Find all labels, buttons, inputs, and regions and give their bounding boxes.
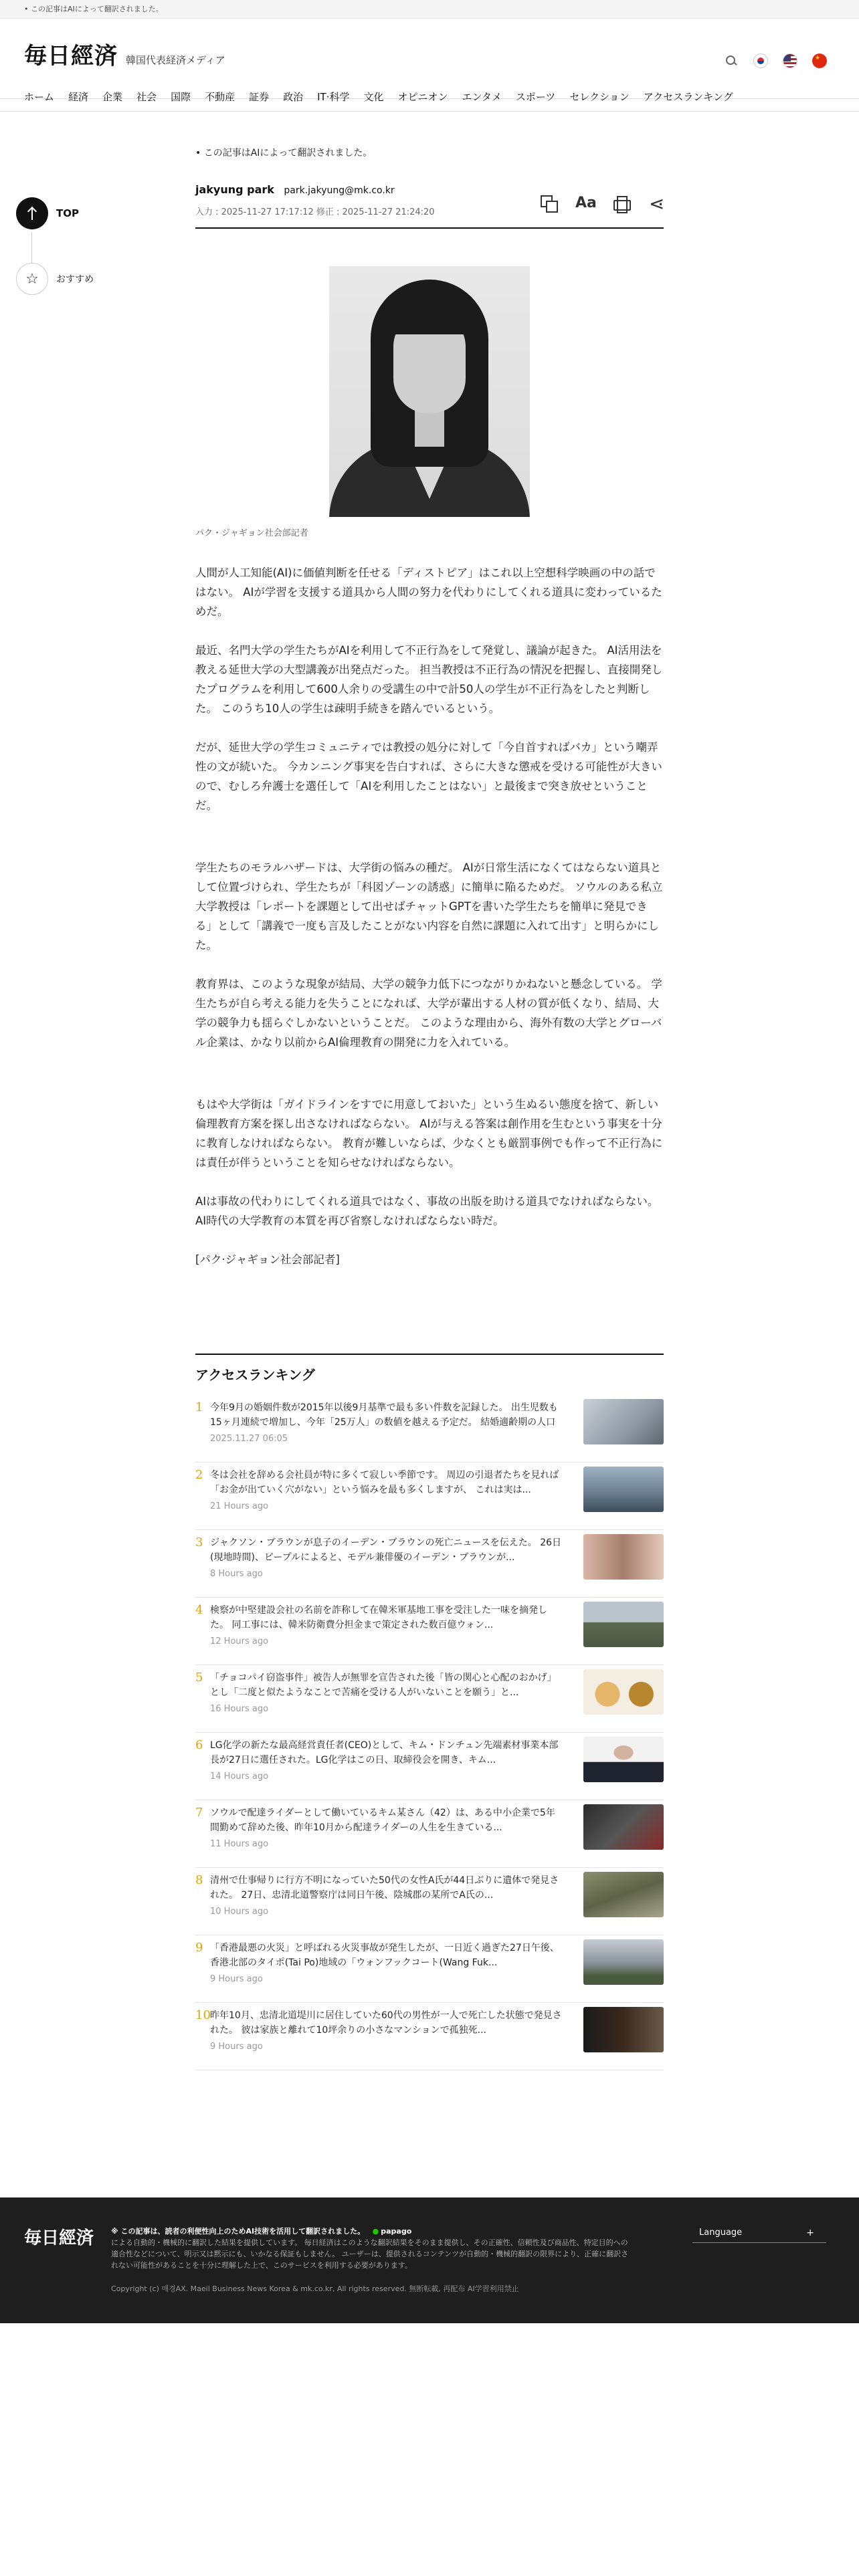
ranking-list (195, 1395, 664, 2070)
paragraph: 最近、名門大学の学生たちがAIを利用して不正行為をして発覚し、議論が起きた。 AI活用法を教える延世大学の大型講義が出発点だった。 担当教授は不正行為の情況を把握し、直接開発したプログラムを利用して600人余りの受講生の中で計50人の学生が不正行為をしたと判断した。 このうち10人の学生は疎明手続きを踏んでいるという。 (195, 644, 663, 715)
rank-headline[interactable]: ソウルで配達ライダーとして働いているキム某さん（42）は、ある中小企業で5年間勤めて辞めた後、昨年10月から配達ライダーの人生を生きている... (210, 1808, 555, 1833)
footer-ai-notice (111, 2226, 633, 2271)
nav-item-opinion[interactable]: オピニオン (397, 91, 448, 103)
footer-notice-bold: ※ この記事は、読者の利便性向上のためAI技術を活用して翻訳されました。 (111, 2227, 365, 2236)
reporter-photo (329, 266, 530, 517)
nav-divider (0, 111, 859, 112)
rank-headline[interactable]: 昨年10月、忠清北道堤川に居住していた60代の男性が一人で死亡した状態で発見された。 彼は家族と離れて10坪余りの小さなマンションで孤独死... (210, 2010, 562, 2036)
rank-headline[interactable]: 検察が中堅建設会社の名前を詐称して在韓米軍基地工事を受注した一味を摘発した。 同工事には、韓米防衛費分担金まで策定された数百億ウォン... (210, 1605, 547, 1630)
rank-time: 14 Hours ago (210, 1772, 269, 1782)
nav-item-stocks[interactable]: 証券 (249, 91, 270, 103)
footer-notice-text: による自動的・機械的に翻訳した結果を提供しています。 毎日経済はこのような翻訳結果をそのまま提供し、その正確性、信頼性及び商品性、特定目的への適合性などについて、明示又は黙示にも、いかなる保証もしません。 ユーザーは、提供されるコンテンツが自動的・機械的翻訳の限界により、正確に翻訳されない可能性があることを十分に理解した上で、このサービスを利用する必要があります。 (111, 2238, 629, 2270)
rank-headline[interactable]: ジャクソン・ブラウンが息子のイーデン・ブラウンの死亡ニュースを伝えた。 26日(現地時間)、ピープルによると、モデル兼俳優のイーデン・ブラウンが... (210, 1537, 562, 1563)
rank-headline[interactable]: 「チョコパイ窃盗事件」被告人が無罪を宣告された後「皆の関心と心配のおかげ」とし「二度と似たようなことで苦痛を受ける人がいないことを願う」と... (210, 1673, 557, 1698)
rank-thumbnail[interactable] (583, 1804, 664, 1850)
rank-time: 12 Hours ago (210, 1636, 269, 1646)
ranking-item[interactable] (195, 1868, 664, 1935)
search-icon[interactable] (724, 53, 739, 68)
footer-logo[interactable]: 毎日經済 (24, 2228, 94, 2248)
ranking-item[interactable] (195, 1665, 664, 1733)
rank-number: 1 (195, 1400, 203, 1414)
ranking-item[interactable] (195, 1530, 664, 1598)
language-label: Language (699, 2228, 743, 2238)
nav-item-it-science[interactable]: IT·科学 (317, 91, 350, 103)
rank-thumbnail[interactable] (583, 2007, 664, 2052)
ranking-divider (195, 1354, 664, 1355)
flag-us-icon[interactable] (783, 53, 797, 68)
paragraph: だが、延世大学の学生コミュニティでは教授の処分に対して「今自首すればバカ」という嘲弄性の文が続いた。 今カンニング事実を告白すれば、さらに大きな懲戒を受ける可能性が大きいので、むしろ弁護士を選任して「AIを利用したことはない」と最後まで突き放せということだ。 (195, 741, 662, 812)
author-email[interactable]: park.jakyung@mk.co.kr (284, 185, 395, 196)
header-icons (724, 53, 827, 68)
translate-icon[interactable] (539, 194, 558, 213)
nav-item-realestate[interactable]: 不動産 (205, 91, 235, 103)
rank-thumbnail[interactable] (583, 1872, 664, 1917)
rank-number: 7 (195, 1806, 203, 1820)
nav-item-entertainment[interactable]: エンタメ (462, 91, 502, 103)
arrow-up-icon (16, 197, 48, 229)
nav-item-economy[interactable]: 経済 (68, 91, 89, 103)
star-icon: ☆ (16, 263, 48, 295)
paragraph: 人間が人工知能(AI)に価値判断を任せる「ディストピア」はこれ以上空想科学映画の中の話ではない。 AIが学習を支援する道具から人間の努力を代わりにしてくれる道具に変わっているためだ。 (195, 566, 662, 618)
paragraph: AIは事故の代わりにしてくれる道具ではなく、事故の出版を助ける道具でなければならない。 AI時代の大学教育の本質を再び省察しなければならない時だ。 (195, 1195, 659, 1227)
rank-time: 8 Hours ago (210, 1569, 263, 1579)
author-name[interactable]: jakyung park (195, 183, 274, 196)
rank-headline[interactable]: LG化学の新たな最高経営責任者(CEO)として、キム・ドンチュン先端素材事業本部長が27日に選任された。LG化学はこの日、取締役会を開き、キム... (210, 1740, 559, 1765)
rank-thumbnail[interactable] (583, 1467, 664, 1512)
paragraph: もはや大学街は「ガイドラインをすでに用意しておいた」という生ぬるい態度を捨て、新しい倫理教育方案を探し出さなければならない。 AIが与える答案は創作用を生むという事実を十分に教育しなければならない。 教育が難しいならば、少なくとも厳罰事例でも作って不正行為には責任が伴うということを知らせなければならない。 (195, 1098, 663, 1169)
article-tools (539, 194, 666, 213)
footer-copyright: Copyright (c) 매경AX. Maeil Business News Korea & mk.co.kr, All rights reserved. 無断転載, 再配布 AI学習利用禁止 (111, 2284, 519, 2293)
rank-thumbnail[interactable] (583, 1534, 664, 1580)
paragraph: 教育界は、このような現象が結局、大学の競争力低下につながりかねないと懸念している。 学生たちが自ら考える能力を失うことになれば、大学が輩出する人材の質が低くなり、結局、大学の競争力も揺らぐしかないということだ。 このような理由から、海外有数の大学とグローバル企業は、かなり以前からAI倫理教育の開発に力を入れている。 (195, 978, 662, 1049)
recommend-button[interactable] (16, 263, 150, 295)
brand (24, 37, 225, 70)
rank-thumbnail[interactable] (583, 1399, 664, 1444)
rank-number: 3 (195, 1535, 203, 1549)
rank-time: 10 Hours ago (210, 1907, 269, 1917)
ranking-item[interactable] (195, 1463, 664, 1530)
nav-item-ranking[interactable]: アクセスランキング (643, 91, 733, 103)
article-body (195, 563, 664, 1289)
plus-icon: + (806, 2228, 814, 2238)
rank-time: 9 Hours ago (210, 1974, 263, 1984)
translation-notice-bar (0, 0, 859, 19)
photo-caption: パク・ジャギョン社会部記者 (195, 528, 308, 538)
ranking-title: アクセスランキング (195, 1367, 315, 1383)
main-nav (24, 90, 747, 104)
ranking-item[interactable] (195, 1598, 664, 1665)
rank-time: 21 Hours ago (210, 1501, 269, 1511)
recommend-label: おすすめ (56, 274, 94, 285)
scroll-top-label: TOP (56, 207, 79, 219)
site-header (0, 19, 859, 99)
nav-item-business[interactable]: 企業 (102, 91, 123, 103)
share-icon[interactable] (648, 194, 666, 213)
rank-thumbnail[interactable] (583, 1669, 664, 1715)
rank-time: 2025.11.27 06:05 (210, 1434, 288, 1444)
site-tagline: 韓国代表経済メディア (126, 54, 225, 66)
flag-cn-icon[interactable] (812, 53, 827, 68)
rank-number: 5 (195, 1671, 203, 1685)
rank-number: 2 (195, 1468, 203, 1482)
rank-thumbnail[interactable] (583, 1602, 664, 1647)
flag-kr-icon[interactable] (753, 53, 768, 68)
rank-headline[interactable]: 清州で仕事帰りに行方不明になっていた50代の女性A氏が44日ぶりに遺体で発見された。 27日、忠清北道警察庁は同日午後、陰城郡の某所でA氏の... (210, 1875, 559, 1901)
ranking-item[interactable] (195, 2003, 664, 2070)
nav-item-society[interactable]: 社会 (136, 91, 157, 103)
article-header-divider (195, 227, 664, 229)
rank-headline[interactable]: 今年9月の婚姻件数が2015年以後9月基準で最も多い件数を記録した。 出生児数も15ヶ月連続で増加し、今年「25万人」の数値を越える予定だ。 結婚適齢期の人口 (210, 1402, 558, 1428)
paragraph: 学生たちのモラルハザードは、大学街の悩みの種だ。 AIが日常生活になくてはならない道具として位置づけられ、学生たちが「科図ゾーンの誘惑」に簡単に陥るためだ。 ソウルのある私立大学教授は「レポートを課題として出せばチャットGPTを書いた学生たちを簡単に発見できる」として「講義で一度も言及したことがない内容を自然に課題に入れて出す」と明らかにした。 (195, 861, 663, 952)
site-logo[interactable]: 毎日經済 (24, 43, 118, 70)
translation-notice-text: • この記事はAIによって翻訳されました。 (24, 5, 163, 13)
rank-thumbnail[interactable] (583, 1737, 664, 1782)
article-translation-notice: • この記事はAIによって翻訳されました。 (195, 148, 373, 158)
byline (195, 183, 395, 196)
nav-item-culture[interactable]: 文化 (363, 91, 384, 103)
nav-item-sports[interactable]: スポーツ (515, 91, 556, 103)
ranking-item[interactable] (195, 1395, 664, 1463)
rank-number: 9 (195, 1941, 203, 1955)
papago-logo: ● papago (373, 2226, 412, 2237)
rank-headline[interactable]: 「香港最悪の火災」と呼ばれる火災事故が発生したが、一日近く過ぎた27日午後、香港北部のタイポ(Tai Po)地域の「ウォンフックコート(Wang Fuk... (210, 1943, 559, 1968)
nav-item-world[interactable]: 国際 (171, 91, 191, 103)
reporter-signature: [パク·ジャギョン社会部記者] (195, 1253, 340, 1266)
rank-time: 16 Hours ago (210, 1704, 269, 1714)
print-icon[interactable] (611, 194, 630, 213)
rank-time: 9 Hours ago (210, 2042, 263, 2052)
nav-item-home[interactable]: ホーム (24, 91, 55, 103)
nav-item-selection[interactable]: セレクション (569, 91, 630, 103)
rank-thumbnail[interactable] (583, 1939, 664, 1985)
site-footer (0, 2197, 859, 2323)
article-dates: 入力 : 2025-11-27 17:17:12 修正 : 2025-11-27 21:24:20 (195, 207, 435, 217)
rank-headline[interactable]: 冬は会社を辞める会社員が特に多くて寂しい季節です。 周辺の引退者たちを見れば「お金が出ていく穴がない」という悩みを最も多くしますが、 これは実は... (210, 1470, 559, 1495)
ranking-item[interactable] (195, 1935, 664, 2003)
rank-number: 10 (195, 2008, 211, 2022)
nav-item-politics[interactable]: 政治 (283, 91, 304, 103)
rank-number: 8 (195, 1873, 203, 1887)
rank-number: 6 (195, 1738, 203, 1752)
rank-time: 11 Hours ago (210, 1839, 269, 1849)
scroll-top-button[interactable] (16, 197, 79, 229)
language-select[interactable] (692, 2224, 826, 2243)
font-size-icon[interactable]: Aa (575, 195, 597, 211)
ranking-item[interactable] (195, 1800, 664, 1868)
side-floating-menu (16, 197, 94, 288)
ranking-item[interactable] (195, 1733, 664, 1800)
rank-number: 4 (195, 1603, 203, 1617)
